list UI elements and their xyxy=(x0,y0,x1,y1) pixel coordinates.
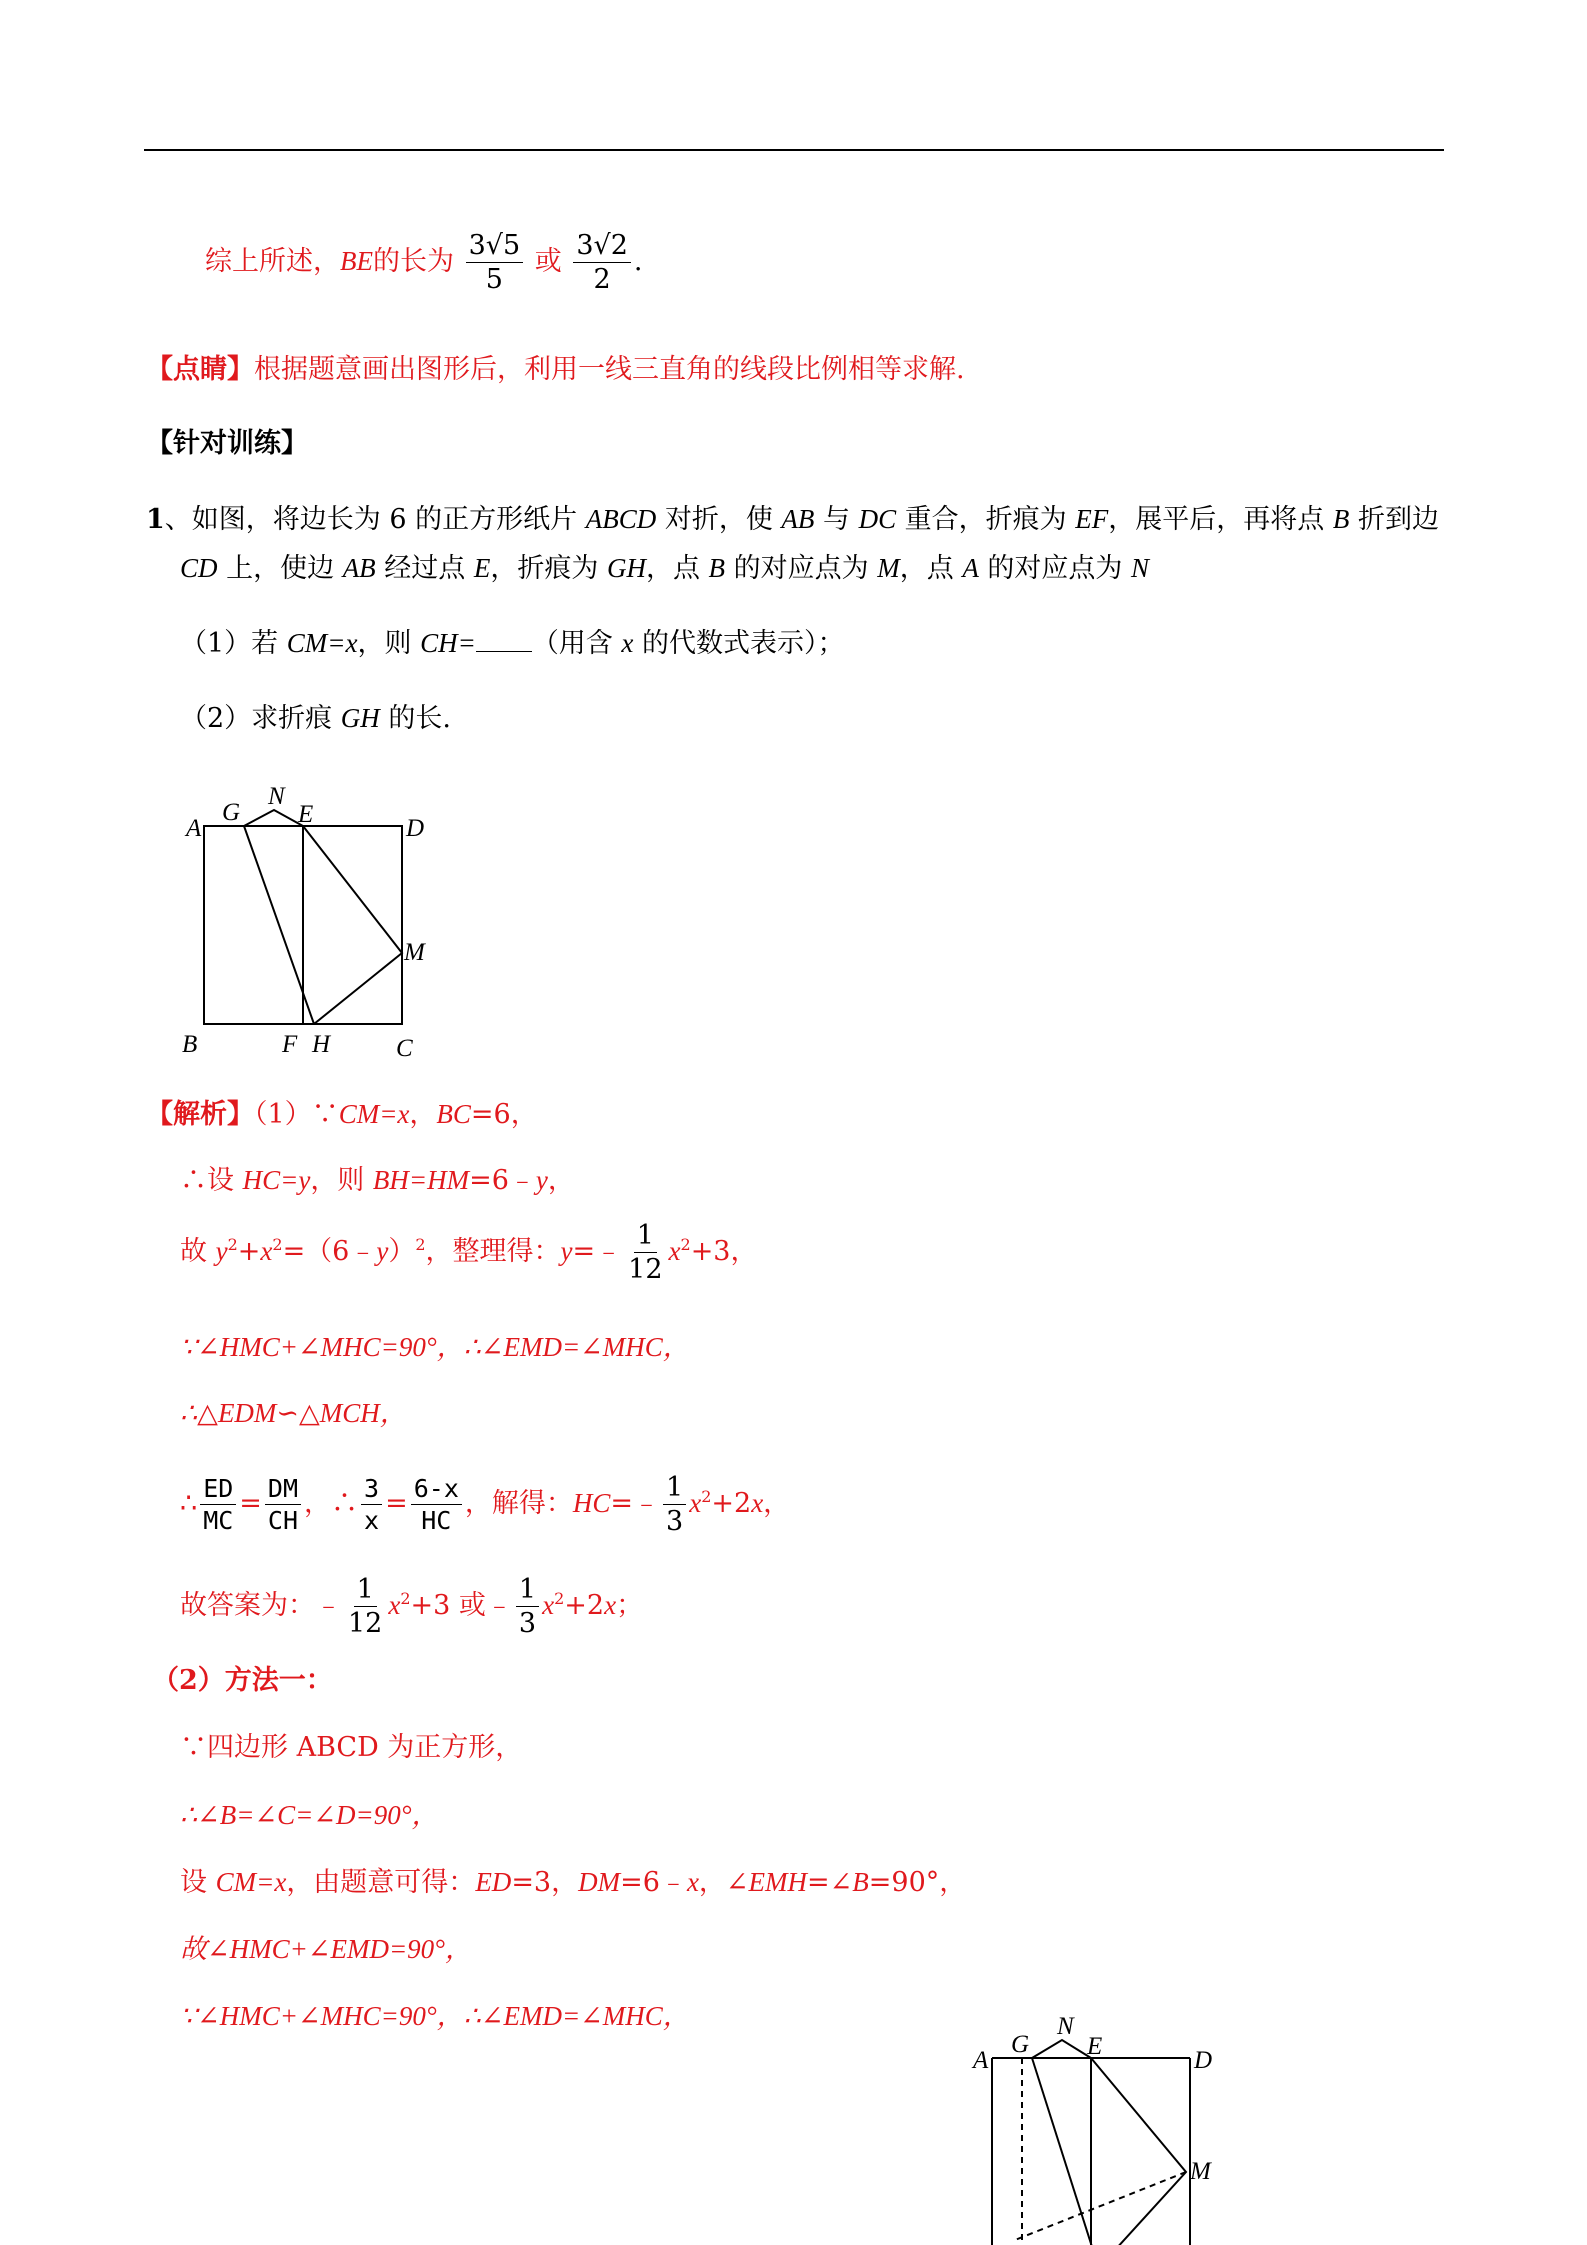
label-f: F xyxy=(282,1031,298,1058)
label-a: A xyxy=(973,2047,989,2074)
analysis-line-6: ∴ $\frac{ED}{MC}$ = $\frac{DM}{CH}$ ，∴ $\frac{3}{x}$ = $\frac{6-x}{HC}$ ，解得：HC=﹣ $\frac{1}{3}$ $x^2+2x$， xyxy=(180,1472,791,1537)
label-d: D xyxy=(406,815,425,842)
fraction-1-over-12: $\frac{1}{12}$ xyxy=(628,1220,663,1285)
label-m: M xyxy=(404,939,425,966)
crease-gh xyxy=(1032,2058,1093,2245)
analysis-line-2: ∴设 HC=y，则 BH=HM=6﹣y， xyxy=(180,1165,575,1196)
fraction-3sqrt5-over-5: $\frac{3√5}{5}$ xyxy=(466,232,524,293)
label-d: D xyxy=(1194,2047,1213,2074)
analysis-line-5: ∴△EDM∽△MCH， xyxy=(180,1398,407,1428)
header-rule xyxy=(144,149,1444,151)
method-line-5: ∵∠HMC+∠MHC=90°，∴∠EMD=∠MHC， xyxy=(180,2001,690,2031)
fraction-ed-mc: $\frac{ED}{MC}$ xyxy=(200,1476,236,1533)
segment-em-mh xyxy=(1091,2058,1186,2245)
method-line-4: 故∠HMC+∠EMD=90°， xyxy=(180,1934,472,1964)
figure-1 xyxy=(170,770,470,1070)
label-g: G xyxy=(1011,2031,1030,2058)
dashed-diagonal xyxy=(1015,2172,1186,2240)
problem-line-2: CD 上，使边 AB 经过点 E，折痕为 GH，点 B 的对应点为 M，点 A 的对应点为 N xyxy=(180,553,1149,584)
fraction-3sqrt2-over-2: $\frac{3√2}{2}$ xyxy=(573,232,631,293)
fraction-dm-ch: $\frac{DM}{CH}$ xyxy=(265,1476,301,1533)
label-n: N xyxy=(1057,2013,1074,2040)
label-n: N xyxy=(268,783,285,810)
analysis-line-4: ∵∠HMC+∠MHC=90°，∴∠EMD=∠MHC， xyxy=(180,1332,690,1362)
fraction-6mx-hc: $\frac{6-x}{HC}$ xyxy=(411,1476,462,1533)
segment-gn-ne xyxy=(1032,2040,1091,2058)
label-h: H xyxy=(312,1031,331,1058)
summary-line: 综上所述，BE的长为 $\frac{3√5}{5}$ 或 $\frac{3√2}{2}$ . xyxy=(205,230,643,295)
method-line-1: ∵四边形 ABCD 为正方形， xyxy=(180,1732,523,1763)
question-2: （2）求折痕 GH 的长. xyxy=(180,703,451,734)
tip-line: 【点睛】根据题意画出图形后，利用一线三直角的线段比例相等求解. xyxy=(146,354,965,385)
fraction-1-over-3: $\frac{1}{3}$ xyxy=(663,1474,686,1535)
segment-gn-ne xyxy=(244,810,303,826)
label-m: M xyxy=(1190,2158,1211,2185)
question-1: （1）若 CM=x，则 CH= （用含 x 的代数式表示）； xyxy=(180,628,845,659)
problem-line-1: 1、如图，将边长为 6 的正方形纸片 ABCD 对折，使 AB 与 DC 重合，折痕为 EF，展平后，再将点 B 折到边 xyxy=(146,504,1439,535)
label-g: G xyxy=(222,799,241,826)
label-c: C xyxy=(396,1035,413,1062)
segment-em-mh xyxy=(303,826,402,1024)
label-b: B xyxy=(182,1031,198,1058)
answer-blank xyxy=(476,629,532,652)
fraction-1-over-3-answer: $\frac{1}{3}$ xyxy=(516,1576,539,1637)
analysis-line-1: 【解析】（1）∵CM=x，BC=6， xyxy=(146,1099,538,1130)
label-a: A xyxy=(186,815,202,842)
method-line-2: ∴∠B=∠C=∠D=90°， xyxy=(180,1800,439,1830)
section-title: 【针对训练】 xyxy=(146,428,308,459)
analysis-answer: 故答案为：﹣ $\frac{1}{12}$ $x^2+3$ 或﹣ $\frac{1}{3}$ $x^2+2x$； xyxy=(180,1574,644,1639)
method-1-title: （2）方法一： xyxy=(152,1665,333,1696)
analysis-line-3: 故 $y^2+x^2=(6﹣y)^2$，整理得：y=﹣ $\frac{1}{12}$ $x^2+3$， xyxy=(180,1220,758,1285)
label-e: E xyxy=(1087,2033,1103,2060)
fraction-3-x: $\frac{3}{x}$ xyxy=(361,1476,382,1533)
figure-2 xyxy=(965,1990,1235,2245)
label-e: E xyxy=(298,801,314,828)
fraction-1-over-12-answer: $\frac{1}{12}$ xyxy=(348,1574,383,1639)
method-line-3: 设 CM=x，由题意可得：ED=3，DM=6﹣x，∠EMH=∠B=90°， xyxy=(180,1867,967,1898)
